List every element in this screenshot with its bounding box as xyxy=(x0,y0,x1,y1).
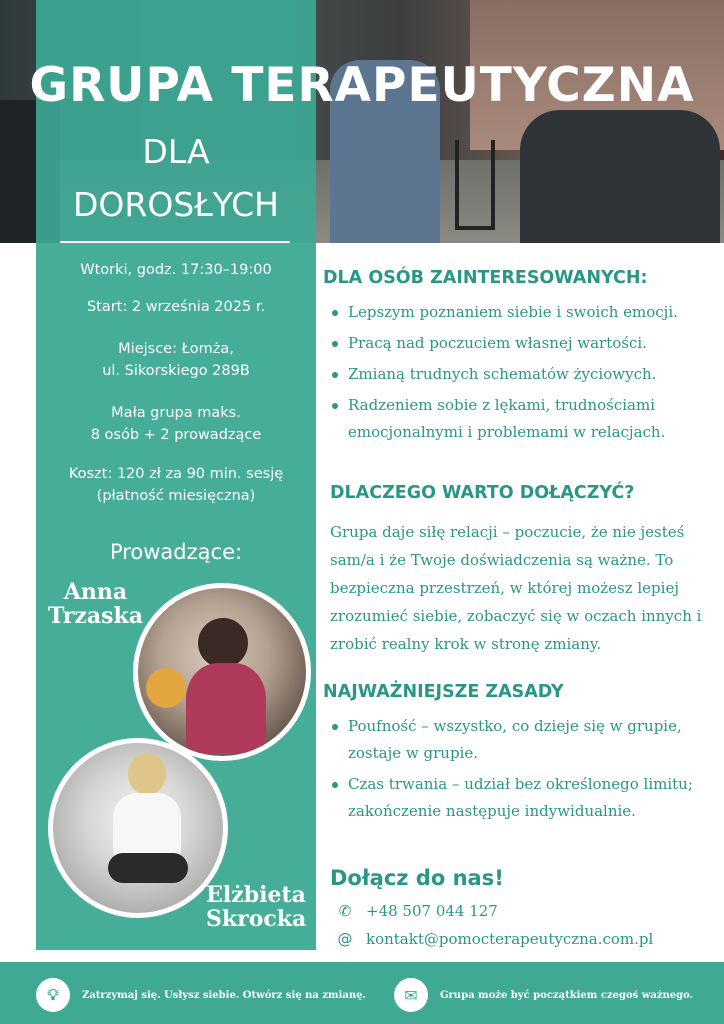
start-text: Start: 2 września 2025 r. xyxy=(86,299,266,315)
phone-icon: ✆ xyxy=(338,902,352,920)
facilitator2-photo xyxy=(48,738,228,918)
cost-line1: Koszt: 120 zł za 90 min. sesję xyxy=(68,466,284,482)
email-address[interactable]: kontakt@pomocterapeutyczna.com.pl xyxy=(366,930,654,948)
divider xyxy=(60,241,290,243)
list-item: Lepszym poznaniem siebie i swoich emocji. xyxy=(330,299,710,326)
why-heading: DLACZEGO WARTO DOŁĄCZYĆ? xyxy=(330,483,635,503)
list-item: Czas trwania – udział bez określonego limitu; zakończenie następuje indywidualnie. xyxy=(330,771,710,825)
subtitle-line2: DOROSŁYCH xyxy=(73,185,279,224)
list-item: Pracą nad poczuciem własnej wartości. xyxy=(330,330,710,357)
footer-slogan-1: Zatrzymaj się. Usłysz siebie. Otwórz się na zmianę. xyxy=(82,989,366,1001)
why-paragraph: Grupa daje siłę relacji – poczucie, że nie jesteś sam/a i że Twoje doświadczenia są ważne. To bezpieczna przestrzeń, w której możesz lepiej zrozumieć siebie, zobaczyć się w oczach innych i zrobić realny krok w stronę zmiany. xyxy=(330,523,702,653)
list-item: Radzeniem sobie z lękami, trudnościami emocjonalnymi i problemami w relacjach. xyxy=(330,392,710,446)
interested-list xyxy=(330,299,710,450)
place-line2: ul. Sikorskiego 289B xyxy=(102,363,250,379)
footer-slogan-2: Grupa może być początkiem czegoś ważnego. xyxy=(440,989,694,1001)
at-icon: @ xyxy=(337,930,353,948)
footer-item-1 xyxy=(36,978,366,1012)
facilitator2-first: Elżbieta xyxy=(206,882,306,908)
cost-line2: (płatność miesięczna) xyxy=(96,488,256,504)
rules-heading: NAJWAŻNIEJSZE ZASADY xyxy=(323,682,564,702)
subtitle-line1: DLA xyxy=(142,132,210,171)
facilitator1-first: Anna xyxy=(63,579,128,605)
page-title: GRUPA TERAPEUTYCZNA xyxy=(29,58,695,113)
email-row[interactable] xyxy=(336,930,653,948)
group-line1: Mała grupa maks. xyxy=(111,405,241,421)
facilitator1-name xyxy=(48,580,143,628)
interested-heading: DLA OSÓB ZAINTERESOWANYCH: xyxy=(323,268,648,288)
list-item: Zmianą trudnych schematów życiowych. xyxy=(330,361,710,388)
phone-row[interactable] xyxy=(336,902,498,920)
join-heading: Dołącz do nas! xyxy=(330,866,504,890)
facilitators-heading: Prowadzące: xyxy=(109,540,243,564)
place-line1: Miejsce: Łomża, xyxy=(118,341,234,357)
footer-item-2 xyxy=(394,978,693,1012)
phone-number[interactable]: +48 507 044 127 xyxy=(366,902,498,920)
chat-icon: ✉ xyxy=(394,978,428,1012)
facilitator1-photo xyxy=(133,583,311,761)
rules-list xyxy=(330,713,710,829)
facilitator2-last: Skrocka xyxy=(206,906,307,932)
facilitator1-last: Trzaska xyxy=(48,603,143,629)
schedule-text: Wtorki, godz. 17:30–19:00 xyxy=(80,262,272,278)
facilitator2-name xyxy=(206,883,306,931)
list-item: Poufność – wszystko, co dzieje się w grupie, zostaje w grupie. xyxy=(330,713,710,767)
group-line2: 8 osób + 2 prowadzące xyxy=(90,427,262,443)
lightbulb-icon: 💡︎ xyxy=(36,978,70,1012)
